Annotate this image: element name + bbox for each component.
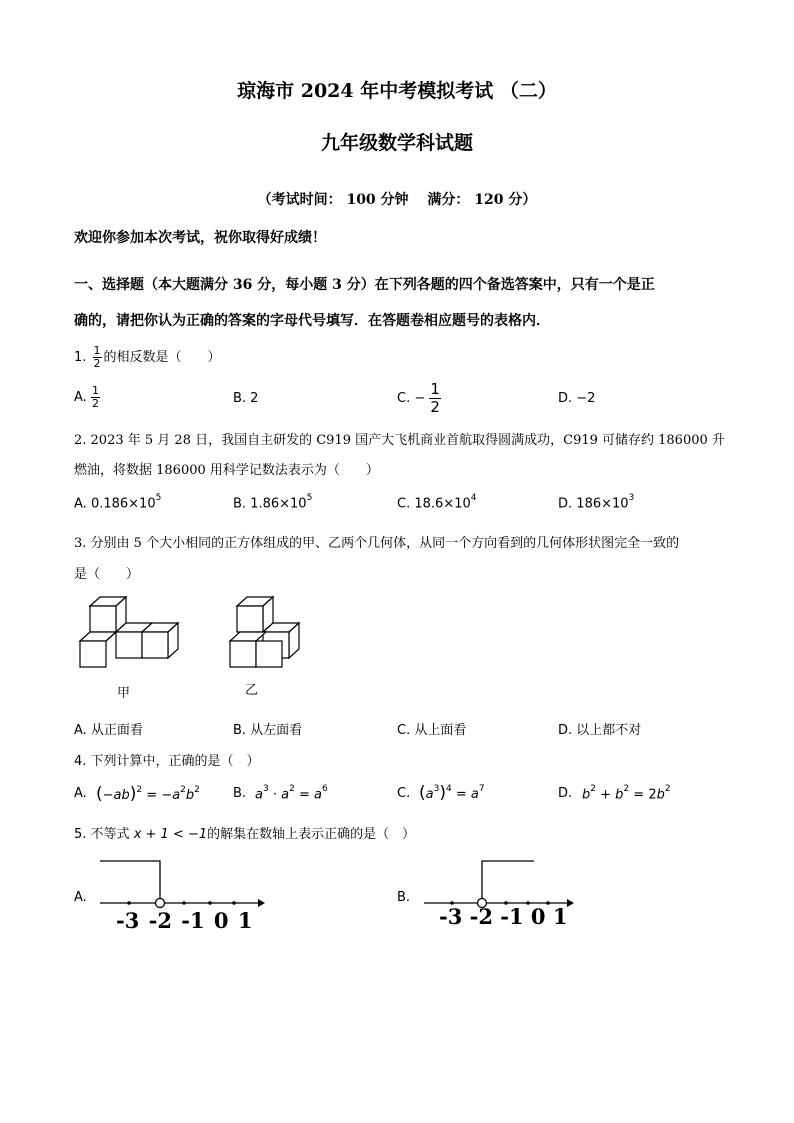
q4-option-a-formula: $(-ab)^2 = -a^2b^2$ — [96, 784, 200, 804]
tick-label: -1 — [500, 904, 524, 929]
question-1-stem — [74, 345, 221, 370]
question-2-line1: 2. 2023 年 5 月 28 日，我国自主研发的 C919 国产大飞机商业首航取得圆满成功，C919 可储存约 186000 升 — [74, 433, 725, 448]
exponent: 5 — [306, 493, 313, 503]
figure-label-jia: 甲 — [117, 686, 131, 701]
question-3-line1: 3. 分别由 5 个大小相同的正方体组成的甲、乙两个几何体，从同一个方向看到的几何体形状图完全一致的 — [74, 536, 680, 551]
option-label: B. — [233, 496, 247, 512]
q4-option-c — [397, 783, 485, 803]
question-3-line2: 是（ ） — [74, 567, 140, 582]
tick-label: -1 — [181, 908, 205, 933]
tick-label: -3 — [439, 904, 463, 929]
exam-title: 琼海市 2024 年中考模拟考试 （二） — [237, 80, 557, 102]
tick-label: -3 — [116, 908, 140, 933]
exponent: 3 — [628, 493, 635, 503]
tick-label: 0 — [213, 908, 229, 933]
q2-option-c — [397, 495, 476, 511]
option-label: C. — [397, 391, 411, 406]
option-label: A. — [74, 390, 87, 405]
exponent: 5 — [155, 493, 162, 503]
exam-info: （考试时间： 100 分钟 满分： 120 分） — [257, 192, 537, 208]
q3-option-a: A. 从正面看 — [74, 723, 143, 738]
question-number: 1. — [74, 350, 87, 365]
q2-option-b — [233, 495, 312, 511]
option-value: 1.86×10 — [250, 496, 307, 512]
minus-sign: − — [414, 391, 426, 406]
question-5-stem — [74, 823, 415, 842]
figure-yi-cubes — [230, 597, 299, 667]
q4-option-a — [74, 784, 200, 804]
q4-option-b-formula: $a^3 \cdot a^2 = a^6$ — [255, 784, 328, 803]
tick-label: -2 — [148, 908, 172, 933]
number-line-a — [100, 855, 265, 915]
fraction-one-half — [91, 385, 100, 410]
welcome-text: 欢迎你参加本次考试，祝你取得好成绩！ — [74, 230, 326, 246]
option-value: 0.186×10 — [90, 496, 156, 512]
option-value: 18.6×10 — [414, 496, 471, 512]
q3-option-c: C. 从上面看 — [397, 723, 467, 738]
number-line-b-ticks — [439, 904, 567, 929]
q4-option-d-formula: $b^2 + b^2 = 2b^2$ — [582, 784, 671, 803]
section-heading-line1: 一、选择题（本大题满分 36 分，每小题 3 分）在下列各题的四个备选答案中，只有一个是正 — [74, 277, 655, 293]
q2-option-a — [74, 495, 161, 511]
option-label: C. — [397, 496, 411, 512]
fraction-numerator: 1 — [93, 344, 101, 357]
exam-subtitle: 九年级数学科试题 — [320, 132, 473, 154]
section-heading-line2: 确的，请把你认为正确的答案的字母代号填写．在答题卷相应题号的表格内． — [74, 313, 550, 329]
q5-option-b-label: B. — [397, 890, 411, 905]
fraction-one-half — [93, 345, 102, 370]
tick-label: 1 — [237, 908, 253, 933]
q4-option-b — [233, 784, 328, 803]
q5-option-a-label: A. — [74, 890, 87, 905]
cube-figures — [70, 590, 330, 705]
option-label: C. — [397, 786, 411, 801]
tick-label: 0 — [530, 904, 546, 929]
question-text: 的相反数是（ ） — [103, 350, 221, 365]
fraction-numerator: 1 — [91, 384, 99, 397]
q1-option-b: B. 2 — [233, 391, 259, 406]
option-value: 186×10 — [576, 496, 629, 512]
q1-option-c — [397, 381, 441, 416]
inequality: x + 1 < −1 — [133, 827, 208, 842]
q3-option-b: B. 从左面看 — [233, 723, 303, 738]
question-text: 5. 不等式 — [74, 827, 130, 842]
tick-label: -2 — [469, 904, 493, 929]
q3-option-d: D. 以上都不对 — [558, 723, 642, 738]
question-text: 的解集在数轴上表示正确的是（ ） — [207, 827, 416, 842]
option-label: B. — [233, 786, 247, 801]
fraction-one-half — [429, 381, 441, 416]
tick-label: 1 — [552, 904, 568, 929]
fraction-denominator: 2 — [430, 398, 440, 416]
q1-option-d: D. −2 — [558, 391, 596, 406]
fraction-denominator: 2 — [91, 397, 99, 410]
question-4-stem: 4. 下列计算中，正确的是（ ） — [74, 754, 260, 769]
q1-option-a — [74, 385, 100, 410]
option-label: A. — [74, 496, 87, 512]
option-label: D. — [558, 786, 573, 801]
figure-label-yi: 乙 — [245, 683, 259, 698]
q4-option-c-formula: $(a^3)^4 = a^7$ — [419, 783, 485, 803]
number-line-a-ticks — [116, 908, 252, 933]
exponent: 4 — [470, 493, 477, 503]
question-2-line2: 燃油，将数据 186000 用科学记数法表示为（ ） — [74, 463, 379, 478]
fraction-denominator: 2 — [93, 357, 101, 370]
fraction-numerator: 1 — [430, 380, 440, 398]
figure-jia-cubes — [80, 597, 178, 667]
q4-option-d — [558, 784, 671, 803]
option-label: A. — [74, 786, 87, 801]
option-label: D. — [558, 496, 573, 512]
q2-option-d — [558, 495, 634, 511]
